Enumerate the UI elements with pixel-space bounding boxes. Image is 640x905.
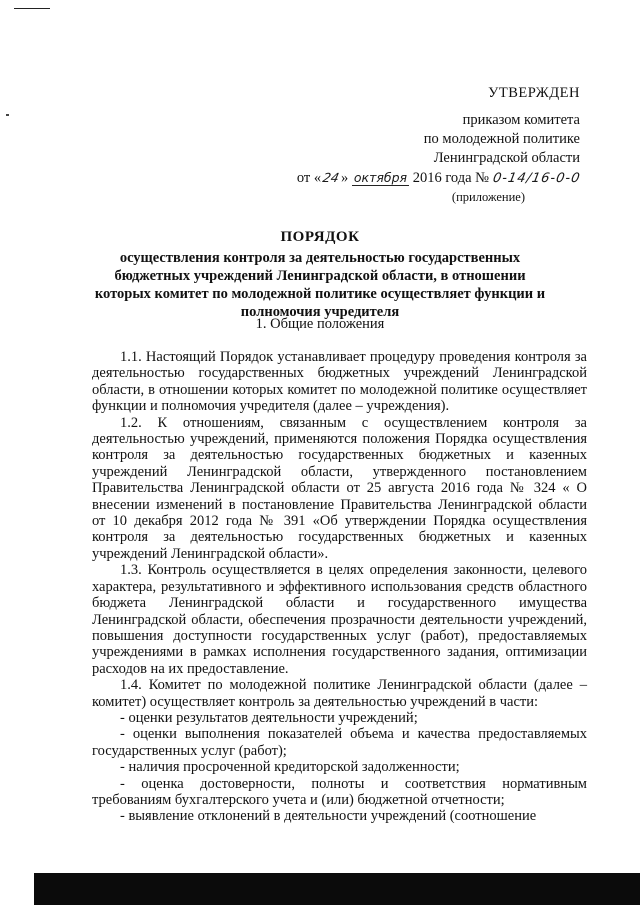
scan-bottom-border (34, 873, 640, 905)
list-item: - выявление отклонений в деятельности учреждений (соотношение (120, 808, 537, 825)
list-item: - оценки выполнения показателей объема и качества предоставляемых государственных услуг (работ); (92, 726, 587, 759)
handwritten-month: октября (353, 170, 408, 185)
approval-line-1: приказом комитета (462, 112, 580, 128)
title-main: ПОРЯДОК (280, 229, 360, 245)
date-mid: » (341, 170, 352, 186)
approval-heading: УТВЕРЖДЕН (488, 85, 580, 101)
appendix-label: (приложение) (451, 190, 525, 204)
paragraph-1-4: 1.4. Комитет по молодежной политике Ленинградской области (далее – комитет) осуществляет контроль за деятельностью учреждений в части: (92, 677, 587, 710)
list-item: - наличия просроченной кредиторской задолженности; (120, 759, 460, 776)
paragraph-1-2: 1.2. К отношениям, связанным с осуществлением контроля за деятельностью учреждений, применяются положения Порядка осуществления контроля за деятельностью государственных бюджетных и казенных учреждений Ленинградской области, утвержденного постановлением Правительства Ленинградской области от 25 августа 2016 года № 324 « О внесении изменений в постановление Правительства Ленинградской области от 10 декабря 2012 года № 391 «Об утверждении Порядка осуществления контроля за деятельностью государственных бюджетных и казенных учреждений Ленинградской области». (92, 414, 587, 562)
document-title (90, 228, 550, 321)
scan-edge-line (14, 8, 50, 9)
list-item: - оценки результатов деятельности учреждений; (120, 709, 418, 726)
approval-block (297, 84, 580, 188)
scan-speck (6, 114, 9, 116)
title-subtitle: осуществления контроля за деятельностью государственных бюджетных учреждений Ленинградской области, в отношении которых комитет по молодежной политике осуществляет функции и полномочия учредителя (94, 250, 546, 320)
date-prefix: от « (296, 170, 322, 186)
handwritten-day: 24 (321, 170, 341, 185)
approval-date-line (297, 168, 580, 188)
document-body (92, 349, 587, 825)
paragraph-1-3: 1.3. Контроль осуществляется в целях определения законности, целевого характера, результативного и эффективного использования средств областного бюджета Ленинградской области и государственного имущества Ленинградской области, обеспечения прозрачности деятельности учреждений, повышения доступности государственных услуг (работ), предоставляемых учреждениями в рамках исполнения государственного задания, оптимизации расходов на их предоставление. (92, 562, 587, 677)
approval-line-3: Ленинградской области (433, 150, 580, 166)
list-item: - оценка достоверности, полноты и соответствия нормативным требованиям бухгалтерского учета и (или) бюджетной отчетности; (92, 775, 587, 808)
handwritten-order-number: 0-14/16-0-0 (491, 171, 582, 186)
approval-line-2: по молодежной политике (423, 131, 580, 147)
section-heading: 1. Общие положения (255, 316, 385, 332)
date-year: 2016 года № (409, 170, 490, 186)
paragraph-1-1: 1.1. Настоящий Порядок устанавливает процедуру проведения контроля за деятельностью государственных бюджетных учреждений Ленинградской области, в отношении которых комитет по молодежной политике осуществляет функции и полномочия учредителя (далее – учреждения). (92, 349, 587, 415)
